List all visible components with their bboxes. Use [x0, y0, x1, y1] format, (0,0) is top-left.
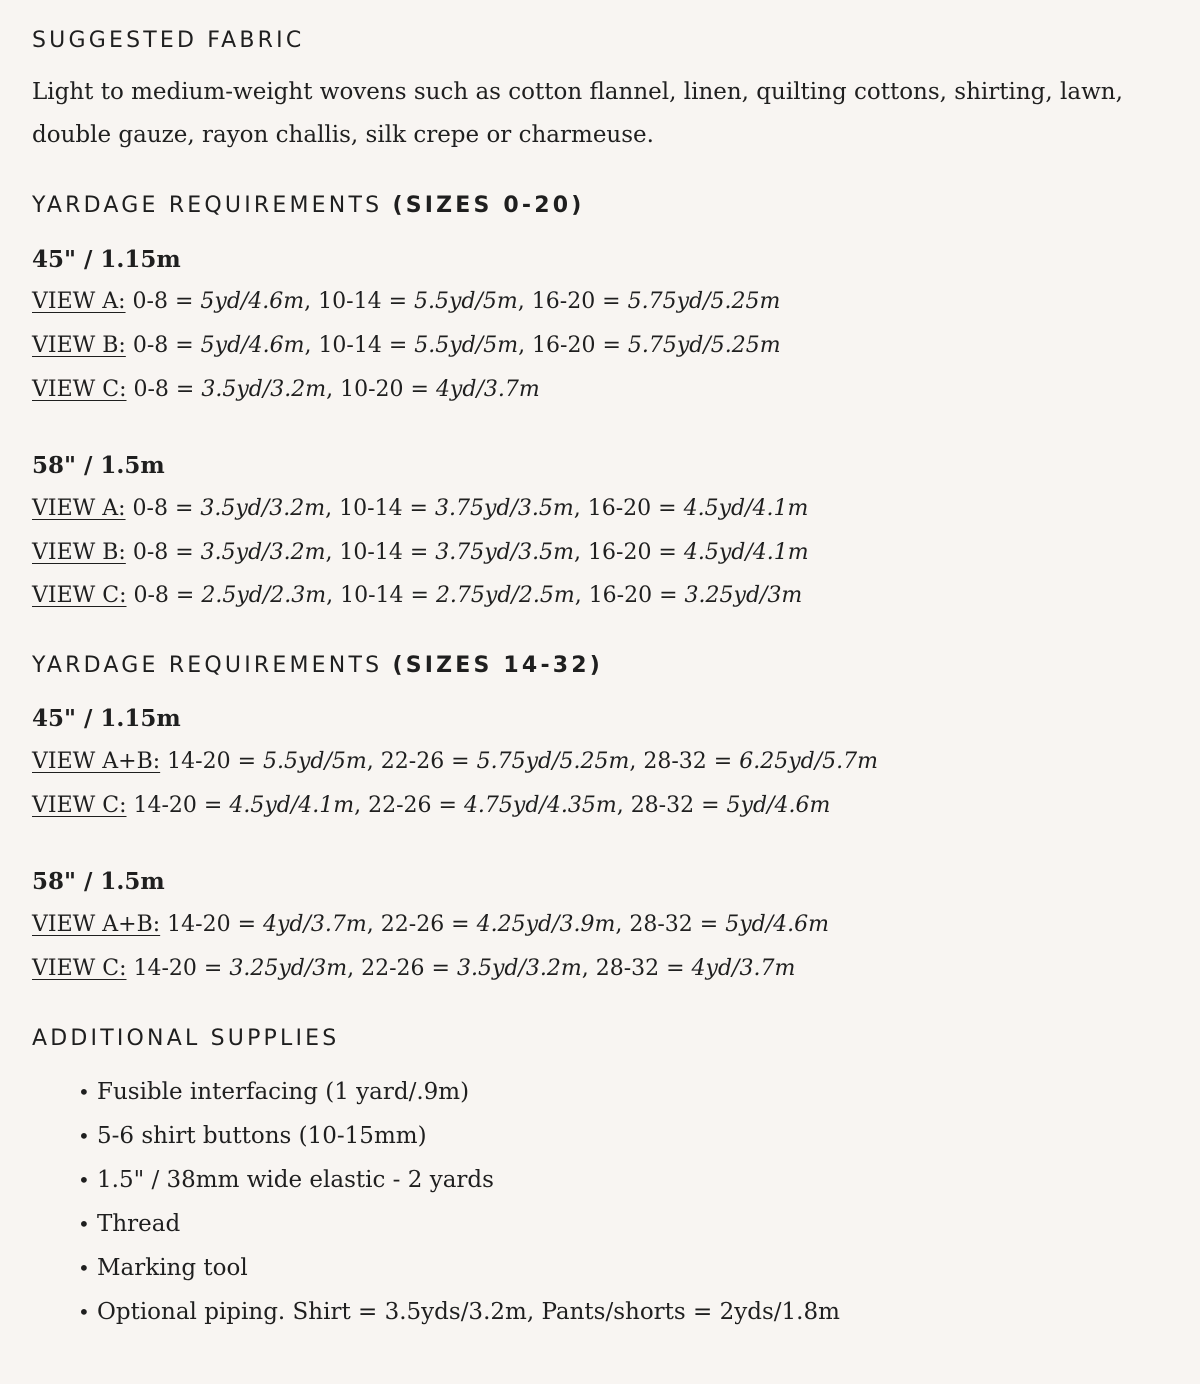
supply-text: Optional piping. Shirt = 3.5yds/3.2m, Pants/shorts = 2yds/1.8m	[97, 1299, 840, 1325]
yardage-measure: 5.5yd/5m	[414, 333, 519, 358]
view-link[interactable]: VIEW A+B:	[32, 749, 161, 774]
size-range: , 22-26 =	[354, 793, 464, 818]
view-link[interactable]: VIEW C:	[32, 793, 127, 818]
size-range: , 10-14 =	[304, 333, 415, 358]
yardage-measure: 3.5yd/3.2m	[200, 540, 326, 565]
yardage-measure: 5yd/4.6m	[726, 793, 831, 818]
view-link[interactable]: VIEW B:	[32, 333, 126, 358]
supply-text: Marking tool	[97, 1255, 248, 1281]
view-link[interactable]: VIEW C:	[32, 956, 127, 981]
size-range: 0-8 =	[126, 583, 202, 608]
size-range: , 10-14 =	[304, 289, 414, 314]
yardage-0-20-58-label: 58" / 1.5m	[32, 452, 165, 479]
view-row	[32, 956, 795, 981]
yardage-measure: 2.75yd/2.5m	[435, 583, 575, 608]
size-range: , 28-32 =	[615, 912, 726, 937]
yardage-0-20-heading-text: YARDAGE REQUIREMENTS	[32, 193, 383, 218]
yardage-measure: 5.75yd/5.25m	[476, 749, 630, 774]
size-range: , 16-20 =	[574, 583, 685, 608]
yardage-measure: 5yd/4.6m	[200, 333, 305, 358]
view-row	[32, 793, 830, 818]
bullet-icon: •	[78, 1300, 90, 1324]
size-range: 0-8 =	[125, 496, 201, 521]
view-row	[32, 333, 781, 358]
size-range: , 28-32 =	[629, 749, 740, 774]
yardage-measure: 5yd/4.6m	[725, 912, 829, 937]
additional-supplies-heading: ADDITIONAL SUPPLIES	[32, 1026, 340, 1051]
supplies-list	[78, 1070, 840, 1334]
bullet-icon: •	[78, 1080, 90, 1104]
size-range: 0-8 =	[126, 377, 202, 402]
view-link[interactable]: VIEW B:	[32, 540, 126, 565]
yardage-14-32-58-label: 58" / 1.5m	[32, 868, 165, 895]
bullet-icon: •	[78, 1212, 90, 1236]
yardage-14-32-heading-text: YARDAGE REQUIREMENTS	[32, 653, 383, 678]
view-link[interactable]: VIEW A+B:	[32, 912, 161, 937]
yardage-measure: 3.5yd/3.2m	[200, 496, 326, 521]
size-range: , 16-20 =	[518, 333, 628, 358]
yardage-measure: 5.75yd/5.25m	[627, 333, 781, 358]
yardage-measure: 4yd/3.7m	[263, 912, 367, 937]
yardage-0-20-45-label: 45" / 1.15m	[32, 246, 181, 273]
yardage-0-20-heading	[32, 193, 585, 218]
yardage-measure: 4.75yd/4.35m	[463, 793, 617, 818]
size-range: , 22-26 =	[366, 912, 477, 937]
yardage-measure: 3.75yd/3.5m	[434, 496, 574, 521]
size-range: 14-20 =	[160, 912, 263, 937]
yardage-measure: 4.5yd/4.1m	[229, 793, 355, 818]
size-range: 14-20 =	[126, 956, 230, 981]
view-row	[32, 749, 878, 774]
yardage-14-32-heading	[32, 653, 603, 678]
size-range: , 22-26 =	[366, 749, 477, 774]
size-range: 14-20 =	[160, 749, 263, 774]
yardage-measure: 5.5yd/5m	[263, 749, 367, 774]
supplies-list-item	[78, 1246, 840, 1290]
view-link[interactable]: VIEW A:	[32, 289, 126, 314]
size-range: 0-8 =	[125, 540, 201, 565]
yardage-14-32-45-label: 45" / 1.15m	[32, 705, 181, 732]
supplies-list-item	[78, 1114, 840, 1158]
yardage-measure: 3.75yd/3.5m	[435, 540, 575, 565]
yardage-measure: 4.5yd/4.1m	[683, 540, 809, 565]
supplies-list-item	[78, 1158, 840, 1202]
yardage-14-32-heading-sizes: (SIZES 14-32)	[392, 653, 604, 678]
size-range: 0-8 =	[125, 333, 201, 358]
view-row	[32, 583, 802, 608]
size-range: , 28-32 =	[616, 793, 727, 818]
yardage-measure: 3.25yd/3m	[229, 956, 348, 981]
yardage-measure: 3.25yd/3m	[684, 583, 803, 608]
size-range: , 16-20 =	[574, 540, 684, 565]
yardage-measure: 4.25yd/3.9m	[476, 912, 616, 937]
view-link[interactable]: VIEW A:	[32, 496, 126, 521]
size-range: , 22-26 =	[347, 956, 457, 981]
yardage-measure: 4yd/3.7m	[435, 377, 540, 402]
size-range: , 16-20 =	[573, 496, 684, 521]
yardage-measure: 5.75yd/5.25m	[627, 289, 781, 314]
yardage-measure: 4yd/3.7m	[691, 956, 796, 981]
yardage-measure: 6.25yd/5.7m	[739, 749, 878, 774]
supply-text: Fusible interfacing (1 yard/.9m)	[97, 1079, 470, 1105]
view-row	[32, 496, 808, 521]
size-range: 0-8 =	[125, 289, 201, 314]
size-range: 14-20 =	[126, 793, 230, 818]
supply-text: 5-6 shirt buttons (10-15mm)	[97, 1123, 427, 1149]
size-range: , 28-32 =	[581, 956, 692, 981]
view-link[interactable]: VIEW C:	[32, 583, 127, 608]
yardage-measure: 5.5yd/5m	[414, 289, 518, 314]
yardage-measure: 5yd/4.6m	[200, 289, 305, 314]
supplies-list-item	[78, 1202, 840, 1246]
view-link[interactable]: VIEW C:	[32, 377, 127, 402]
yardage-measure: 2.5yd/2.3m	[201, 583, 327, 608]
suggested-fabric-text: Light to medium-weight wovens such as cotton flannel, linen, quilting cottons, shirting, lawn, double gauze, rayon challis, silk crepe or charmeuse.	[32, 79, 1123, 148]
yardage-measure: 3.5yd/3.2m	[201, 377, 327, 402]
view-row	[32, 540, 809, 565]
size-range: , 10-14 =	[326, 583, 436, 608]
supply-text: Thread	[97, 1211, 181, 1237]
size-range: , 10-20 =	[326, 377, 436, 402]
yardage-measure: 4.5yd/4.1m	[683, 496, 809, 521]
bullet-icon: •	[78, 1168, 90, 1192]
size-range: , 16-20 =	[517, 289, 628, 314]
size-range: , 10-14 =	[325, 540, 436, 565]
bullet-icon: •	[78, 1256, 90, 1280]
bullet-icon: •	[78, 1124, 90, 1148]
supply-text: 1.5" / 38mm wide elastic - 2 yards	[97, 1167, 494, 1193]
supplies-list-item	[78, 1290, 840, 1334]
yardage-0-20-heading-sizes: (SIZES 0-20)	[392, 193, 585, 218]
size-range: , 10-14 =	[325, 496, 435, 521]
view-row	[32, 289, 780, 314]
view-row	[32, 377, 540, 402]
suggested-fabric-heading: SUGGESTED FABRIC	[32, 28, 305, 53]
supplies-list-item	[78, 1070, 840, 1114]
view-row	[32, 912, 829, 937]
yardage-measure: 3.5yd/3.2m	[456, 956, 582, 981]
